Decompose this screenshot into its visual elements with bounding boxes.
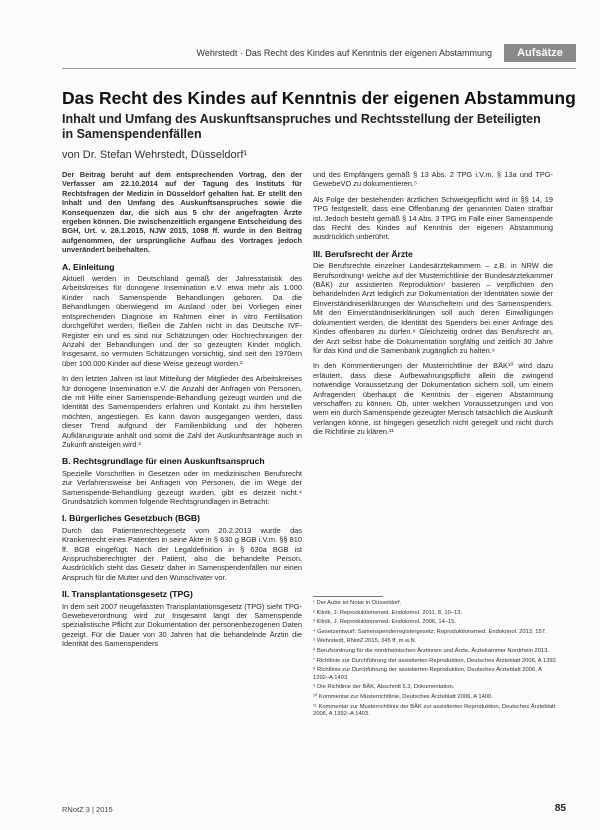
page-number: 85 <box>554 803 566 814</box>
paragraph-a1: Aktuell werden in Deutschland gemäß der Jahresstatistik des Arbeitskreises für donogene Insemination e.V. etwa mehr als 1.000 Kinder nach Samenspende Behandlungen geboren. Da die Behandlungen überwiegend im Ausland oder bei Vorliegen einer entsprechenden Diagnose im Rahmen einer in vitro Fertilisation durchgeführt werden, fließen die Zahlen nicht in das Deutsche IVF-Register ein und es sind nur Schätzungen oder Hochrechnungen der Anzahl der Behandlungen und der so gezeugten Kinder möglich. Insgesamt, so vermuten Schätzungen vorsichtig, sind seit den 1970ern über 100.000 Kinder auf diese Weise gezeugt worden.² <box>62 274 302 368</box>
paragraph-c3: Die Berufsrechte einzelner Landesärztekammern – z.B. in NRW die Berufsordnung⁶ welche auf der Musterrichtlinie der Bundesärztekammer (BÄK) zur assistierten Reproduktion⁷ basieren – verpflichten den behandelnden Arzt lediglich zur Dokumentation der Identitäten sowie der Einverständniserklärungen der Wunscheltern und des Samenspenders. Mit den Einverständniserklärungen soll auch deren Einwilligungen dokumentiert werden, die Identität des Spenders bei einer Anfrage des Kindes offenbaren zu dürfen.⁸ Gleichzeitig ordnet das Berufsrecht an, der Arzt selbst habe die Dokumentation sorgfältig und zeitlich 30 Jahre für das Kind und die Samenbank zugänglich zu halten.⁹ <box>313 261 553 355</box>
footnote: ² Klinik, J. Reproduktionsmed. Endokrinol. 2011, 8, 10–13. <box>313 609 463 616</box>
intro-paragraph: Der Beitrag beruht auf dem entsprechenden Vortrag, den der Verfasser am 22.10.2014 auf der Tagung des Instituts für Rechtsfragen der Medizin in Düsseldorf gehalten hat. Er stellt den Inhalt und den Umfang des Auskunftsanspruches sowie die Konsequenzen dar, die sich aus 5 chr der angefragten Ärzte ergeben können. Die zwischenzeitlich ergangene Entscheidung des BGH, Urt. v. 28.1.2015, NJW 2015, 1098 ff. wurde in den Beitrag aufgenommen, der ursprüngliche Aufbau des Vortrages jedoch unverändert beibehalten. <box>62 170 302 255</box>
heading-b1: I. Bürgerliches Gesetzbuch (BGB) <box>62 513 201 524</box>
heading-b: B. Rechtsgrundlage für einen Auskunftsanspruch <box>62 456 265 467</box>
footnote: ⁴ Gesetzentwurf: Samenspenderregistergesetz; Reproduktionsmed. Endokrinol. 2013, 157. <box>313 628 547 635</box>
paragraph-b: Spezielle Vorschriften in Gesetzen oder im medizinischen Berufsrecht zur Verfahrensweise bei Anfragen von Personen, die im Wege der Samenspende-Behandlung gezeugt wurden, gibt es derzeit nicht.⁴ Grundsätzlich kommen folgende Rechtsgrundlagen in Betracht: <box>62 468 302 506</box>
footnote: ¹¹ Kommentar zur Musterrichtlinie der BÄK zur assistierten Reproduktion, Deutsches Ärzteblatt 2006, A 1392–A 1403. <box>313 703 556 718</box>
paragraph-right-top: und des Empfängers gemäß § 13 Abs. 2 TPG i.V.m. § 13a und TPG-GewebeVO zu dokumentieren.⁵ <box>313 170 553 189</box>
paragraph-right-top2: Als Folge der bestehenden ärztlichen Schweigepflicht wird in §§ 14, 19 TPG festgestellt, dass eine Offenbarung der genannten Daten strafbar ist. Jedoch besteht gemäß § 14 Abs. 3 TPG im Falle einer Samenspende das Recht des Kindes auf Kenntnis der eigenen Abstammung ausdrücklich unberührt. <box>313 194 553 242</box>
heading-a: A. Einleitung <box>62 261 115 272</box>
article-title: Das Recht des Kindes auf Kenntnis der eigenen Abstammung <box>62 88 576 108</box>
footnote: ¹⁰ Kommentar zur Musterrichtlinie, Deutsches Ärzteblatt 2006, A 1400. <box>313 693 493 700</box>
header-rule <box>62 68 576 69</box>
running-title: Wehrstedt · Das Recht des Kindes auf Kenntnis der eigenen Abstammung <box>196 48 492 58</box>
paragraph-c4: In den Kommentierungen der Musterrichtlinie der BÄK¹⁰ wird dazu erläutert, dass diese Aufbewahrungspflicht allein die zwingend notwendige Voraussetzung der Dokumentation sichern soll, um einem Anfragenden überhaupt die Kenntnis der eigenen Abstammung verschaffen zu können. Ob, unter welchen Voraussetzungen und von wem ein durch Samenspende gezeugter Mensch tatsächlich die Auskunft verlangen könne, ist hingegen gesetzlich nicht geregelt und nicht durch die Richtlinie zu klären.¹¹ <box>313 361 553 437</box>
section-label: Aufsätze <box>504 44 576 62</box>
footnotes <box>313 600 558 721</box>
paragraph-a2: In den letzten Jahren ist laut Mitteilung der Mitglieder des Arbeitskreises für donogene Insemination e.V. die Anzahl der Anfragen von Personen, die mit Hilfe einer Samenspende-Behandlung gezeugt wurden und die Identität des Samenspenders erfahren und Kontakt zu ihm herstellen möchten, angestiegen. Es kann davon ausgegangen werden, dass dieser Trend aufgrund der Familienbildung und der höheren Aufklärungsrate anhält und somit die Zahl der Auskunftsanträge auch in Zukunft ansteigen wird.³ <box>62 374 302 449</box>
left-column <box>62 170 302 655</box>
paragraph-b2: In dem seit 2007 neugefassten Transplantationsgesetz (TPG) sieht TPG-Gewebeverordnung wird zur Insgesamt langt der Samenspende spezialistische Pflicht zur Dokumentation der personenbezogenen Daten gezeigt. Für die Dauer von 30 Jahren hat die behandelnde Ärztin die Identität des Samenspenders <box>62 601 302 649</box>
page-footer <box>62 805 576 817</box>
paragraph-b1: Durch das Patientenrechtegesetz vom 20.2.2013 wurde das Krankenrecht eines Patienten in seine Akte in § 630 g BGB i.V.m. §§ 810 ff. BGB eingefügt. Nach der Legaldefinition in § 630a BGB ist Anspruchsberechtigter der Patient, also die behandelte Person. Ausdrücklich steht das Gesetz daher in Samenspendenfällen nur einen Anspruch für die Mutter und den Wunschvater vor. <box>62 525 302 582</box>
footer-journal: RNotZ 3 | 2015 <box>62 805 113 814</box>
article-author: von Dr. Stefan Wehrstedt, Düsseldorf¹ <box>62 149 248 161</box>
heading-c3: III. Berufsrecht der Ärzte <box>313 248 413 259</box>
footnote: ⁷ Richtlinie zur Durchführung der assistierten Reproduktion, Deutsches Ärzteblatt 2006, A 1392. <box>313 657 558 664</box>
footnote-rule <box>313 596 383 597</box>
footnote: ⁸ Richtlinie zur Durchführung der assistierten Reproduktion, Deutsches Ärzteblatt 2006, A 1392–A 1403. <box>313 667 542 681</box>
footnote: ⁹ Die Richtlinie der BÄK, Abschnitt 5.3, Dokumentation. <box>313 684 455 691</box>
footnote: ⁶ Berufsordnung für die nordrheinischen Ärztinnen und Ärzte, Ärztekammer Nordrhein 2013. <box>313 647 549 654</box>
footnote: ³ Klinik, J. Reproduktionsmed. Endokrinol. 2006, 14–15. <box>313 619 457 626</box>
footnote: ¹ Der Autor ist Notar in Düsseldorf. <box>313 600 402 606</box>
right-column <box>313 170 553 443</box>
heading-b2: II. Transplantationsgesetz (TPG) <box>62 589 193 600</box>
footnote: ⁵ Wehrstedt, RNotZ 2015, 345 ff. m.w.N. <box>313 638 417 645</box>
running-header <box>62 44 576 64</box>
article-subtitle: Inhalt und Umfang des Auskunftsanspruches und Rechtsstellung der Beteiligten in Samenspendenfällen <box>62 112 541 141</box>
